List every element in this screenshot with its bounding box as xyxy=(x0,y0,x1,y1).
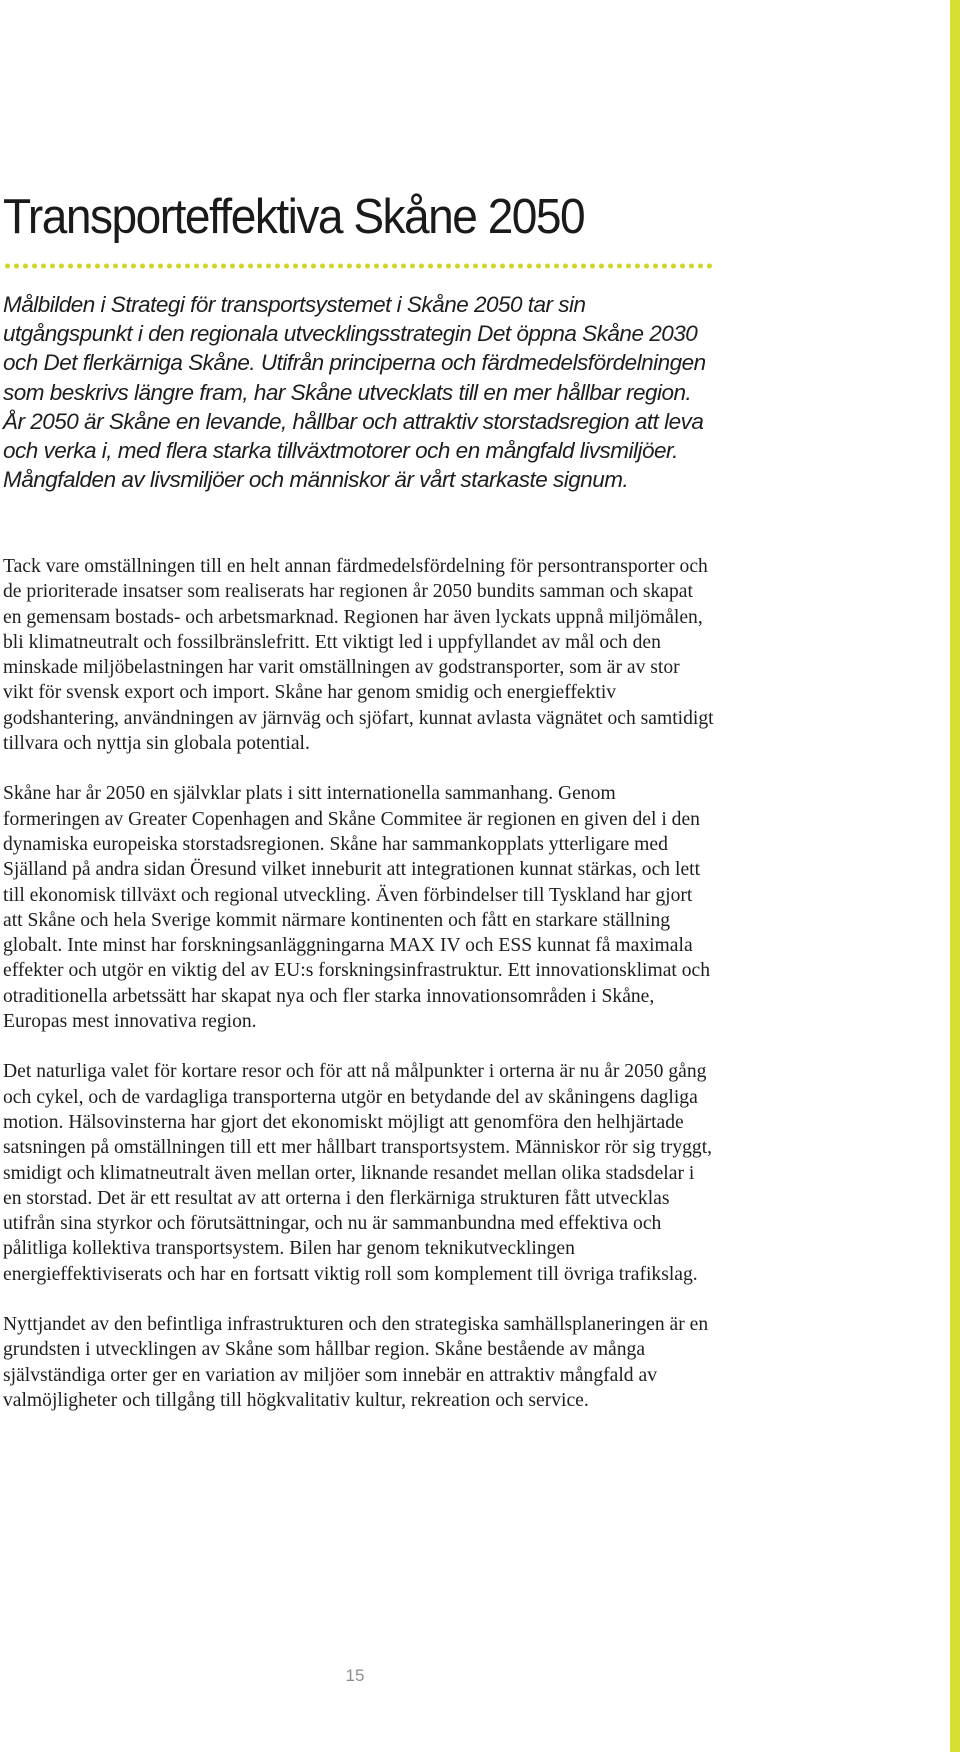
page-number: 15 xyxy=(345,1666,365,1685)
body-paragraph-2: Skåne har år 2050 en självklar plats i sitt internationella sammanhang. Genom formeringen av Greater Copenhagen and Skåne Commitee är regionen en given del i den dynamiska europeiska storstadsregionen. Skåne har sammankopplats ytterligare med Själland på andra sidan Öresund vilket inneburit att integrationen kunnat stärkas, och lett till ekonomisk tillväxt och regional utveckling. Även förbindelser till Tyskland har gjort att Skåne och hela Sverige kommit närmare kontinenten och fått en starkare ställning globalt. Inte minst har forskningsanläggningarna MAX IV och ESS kunnat få maximala effekter och utgör en viktig del av EU:s forskningsinfrastruktur. Ett innovationsklimat och otraditionella arbetssätt har skapat nya och fler starka innovationsområden i Skåne, Europas mest innovativa region. xyxy=(3,783,711,1033)
body-paragraph-1: Tack vare omställningen till en helt annan färdmedelsfördelning för persontransporter och de prioriterade insatser som realiserats har regionen år 2050 bundits samman och skapat en gemensam bostads- och arbetsmarknad. Regionen har även lyckats uppnå miljömålen, bli klimatneutralt och fossilbränslefritt. Ett viktigt led i uppfyllandet av mål och den minskade miljöbelastningen har varit omställningen av godstransporter, som är av stor vikt för svensk export och import. Skåne har genom smidig och energieffektiv godshantering, användningen av järnväg och sjöfart, kunnat avlasta vägnätet och samtidigt tillvara och nyttja sin globala potential. xyxy=(3,556,714,755)
lead-paragraph: Målbilden i Strategi för transportsystemet i Skåne 2050 tar sin utgångspunkt i den regionala utvecklingsstrategin Det öppna Skåne 2030 och Det flerkärniga Skåne. Utifrån principerna och färdmedelsfördelningen som beskrivs längre fram, har Skåne utvecklats till en mer hållbar region. År 2050 är Skåne en levande, hållbar och attraktiv storstadsregion att leva och verka i, med flera starka tillväxtmotorer och en mångfald livsmiljöer. Mångfalden av livsmiljöer och människor är vårt starkaste signum. xyxy=(3,292,706,493)
body-paragraph-4: Nyttjandet av den befintliga infrastrukturen och den strategiska samhällsplaneringen är en grundsten i utvecklingen av Skåne som hållbar region. Skåne bestående av många självständiga orter ger en variation av miljöer som innebär en attraktiv mångfald av valmöjligheter och tillgång till högkvalitativ kultur, rekreation och service. xyxy=(3,1314,709,1411)
page-title: Transporteffektiva Skåne 2050 xyxy=(3,190,585,244)
accent-side-bar xyxy=(950,0,960,1752)
body-text xyxy=(3,554,715,1438)
body-paragraph-3: Det naturliga valet för kortare resor och för att nå målpunkter i orterna är nu år 2050 gång och cykel, och de vardagliga transporterna utgör en betydande del av skåningens dagliga motion. Hälsovinsterna har gjort det ekonomiskt möjligt att genomföra den helhjärtade satsningen på omställningen till ett mer hållbart transportsystem. Människor rör sig tryggt, smidigt och klimatneutralt även mellan orter, liknande resandet mellan olika stadsdelar i en storstad. Det är ett resultat av att orterna i den flerkärniga strukturen fått utvecklas utifrån sina styrkor och förutsättningar, och nu är sammanbundna med effektiva och pålitliga kollektiva transportsystem. Bilen har genom teknikutvecklingen energieffektiviserats och har en fortsatt viktig roll som komplement till övriga trafikslag. xyxy=(3,1061,713,1285)
dotted-divider xyxy=(3,263,712,269)
